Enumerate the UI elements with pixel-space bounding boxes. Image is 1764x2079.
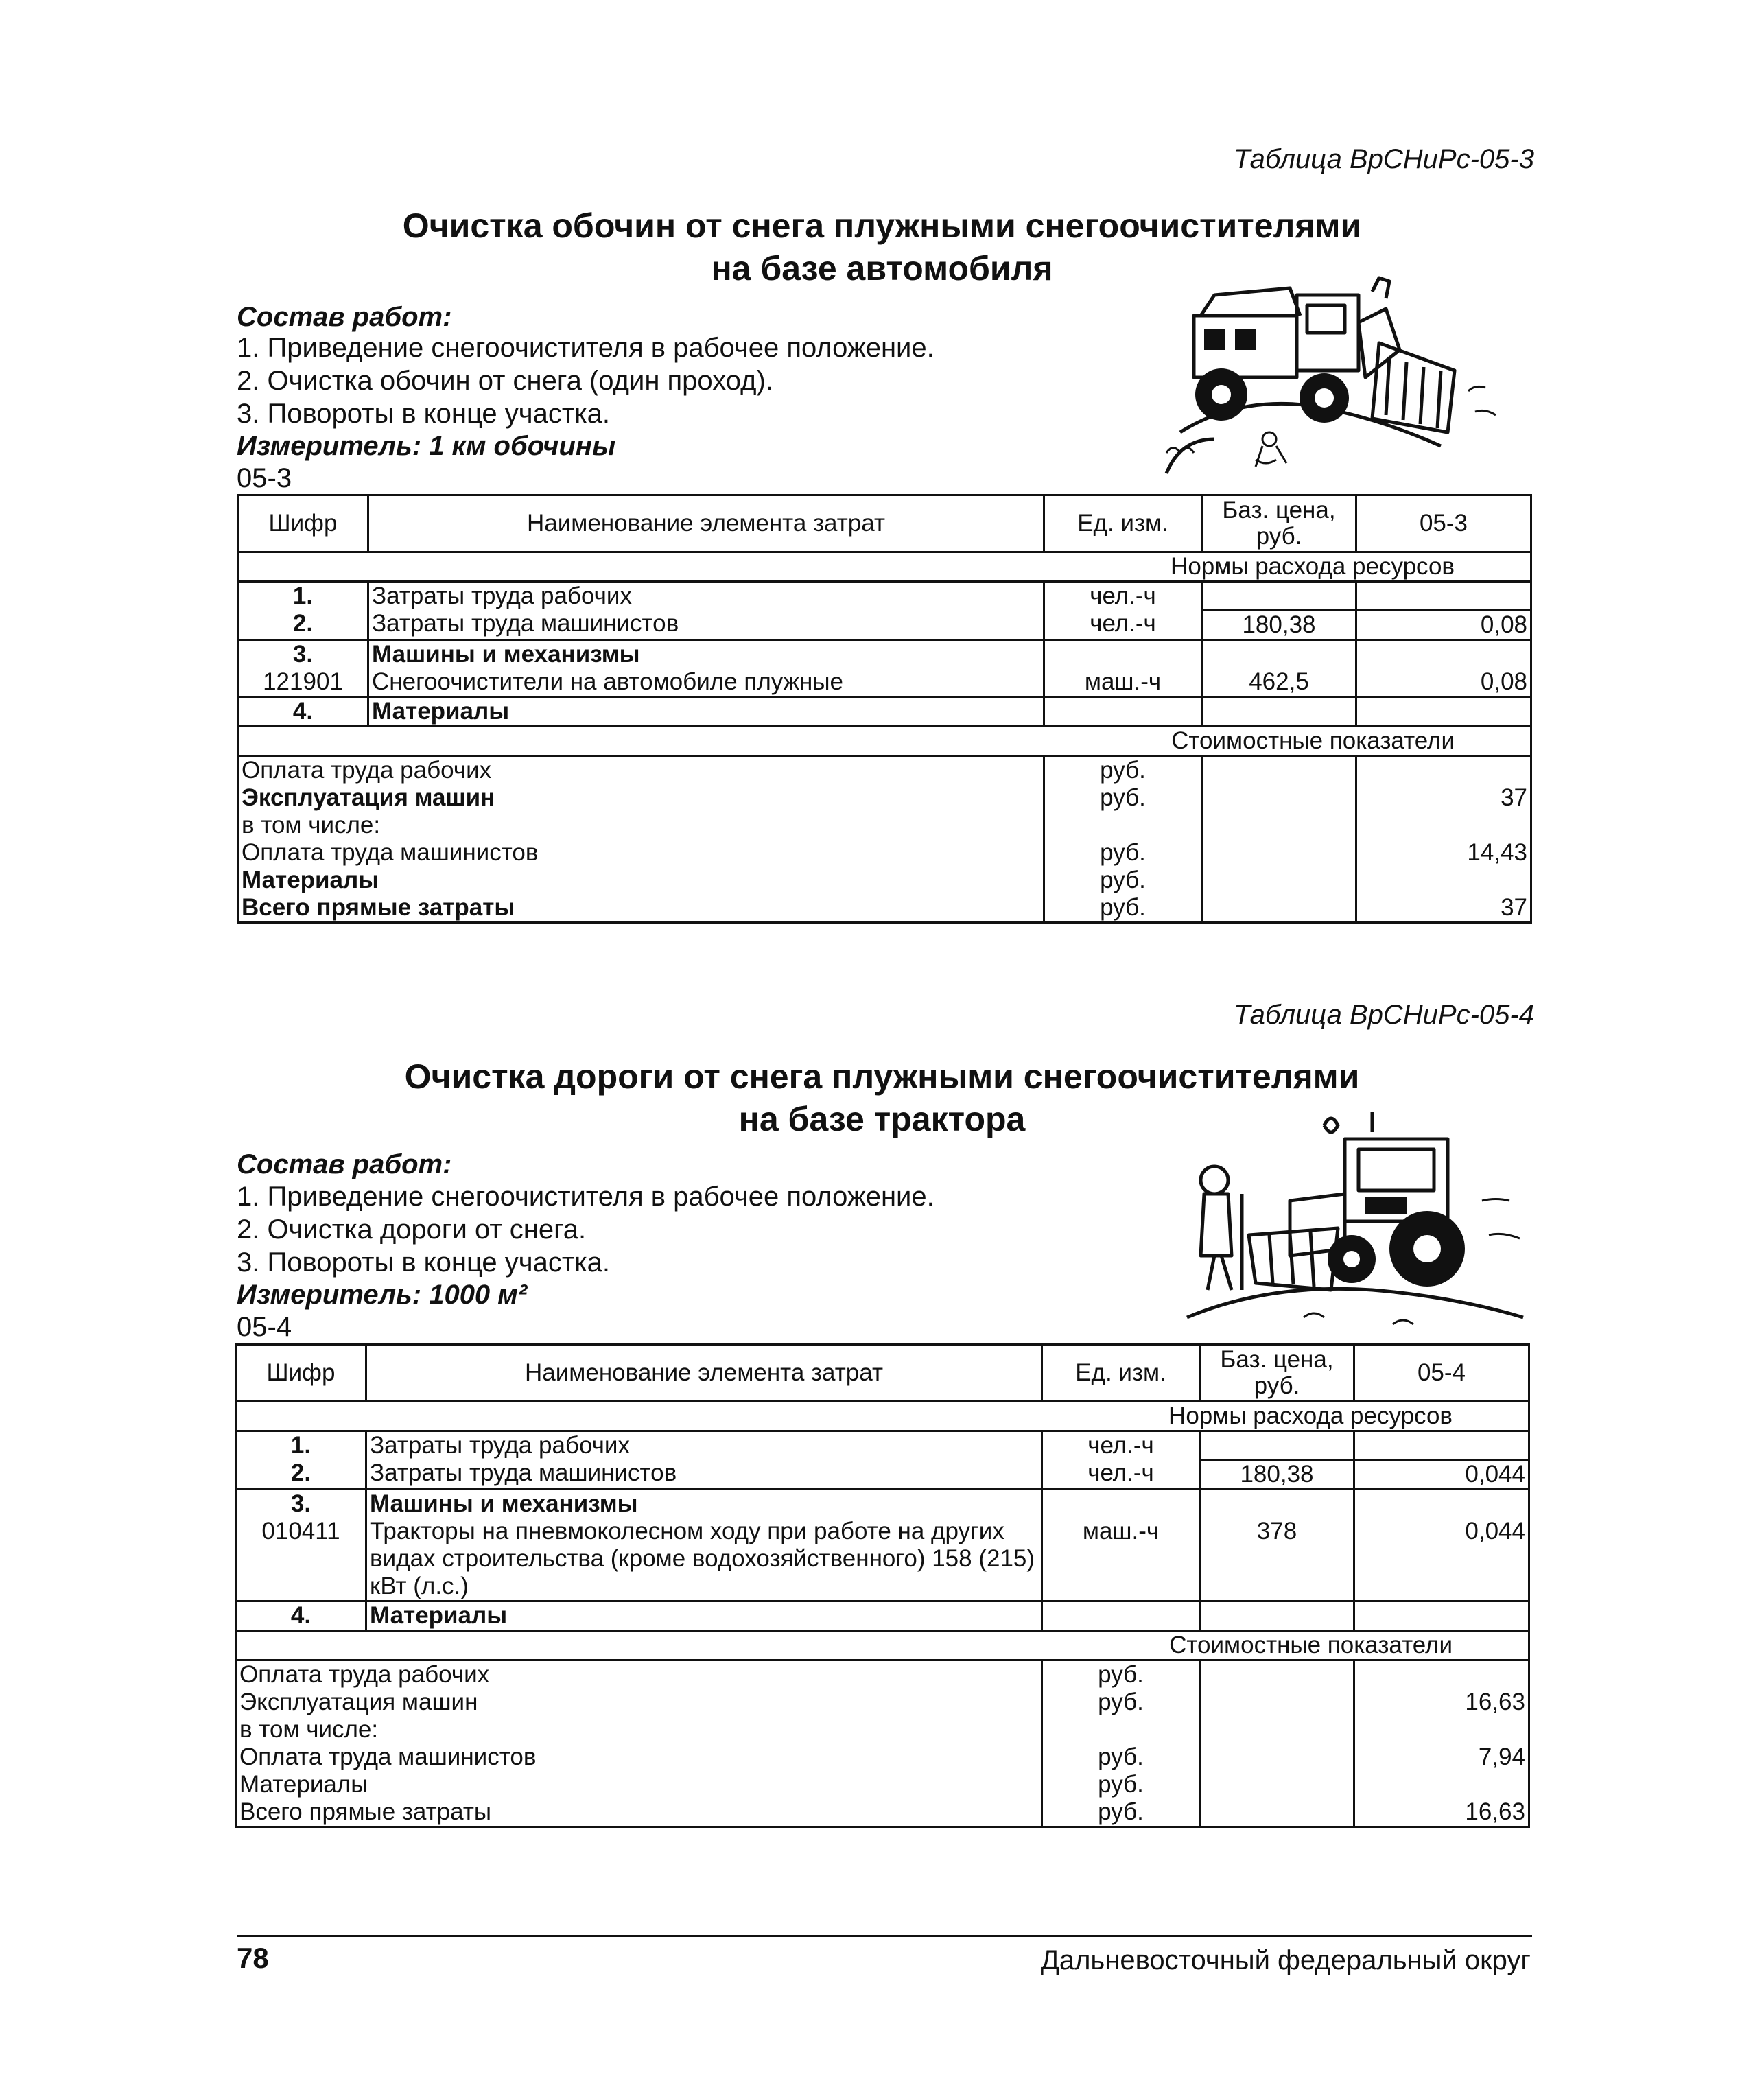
footer-divider bbox=[237, 1935, 1532, 1937]
work-item: 2. Очистка обочин от снега (один проход). bbox=[237, 366, 773, 396]
section-title: Очистка обочин от снега плужными снегоочистителями bbox=[402, 207, 1362, 245]
cost-unit: руб. bbox=[1042, 1743, 1200, 1771]
row-unit: чел.-ч bbox=[1042, 1459, 1200, 1489]
header-price: Баз. цена, руб. bbox=[1202, 495, 1356, 552]
works-heading: Состав работ: bbox=[237, 1149, 452, 1179]
cost-unit: руб. bbox=[1042, 1660, 1200, 1689]
row-name: Машины и механизмы bbox=[368, 639, 1044, 668]
snowplow-truck-illustration bbox=[1153, 268, 1509, 487]
row-price: 378 bbox=[1200, 1518, 1354, 1601]
table-row bbox=[236, 1431, 1529, 1460]
header-column-code: 05-4 bbox=[1354, 1345, 1529, 1402]
row-number: 1. bbox=[238, 582, 368, 611]
cost-unit: руб. bbox=[1044, 894, 1202, 923]
cost-name: в том числе: bbox=[236, 1716, 1042, 1743]
cost-row bbox=[236, 1660, 1529, 1689]
row-price bbox=[1202, 639, 1356, 668]
header-column-code: 05-3 bbox=[1356, 495, 1531, 552]
norms-heading: Нормы расхода ресурсов bbox=[236, 1402, 1529, 1431]
cost-name: Материалы bbox=[236, 1771, 1042, 1798]
cost-row bbox=[238, 839, 1531, 867]
header-price: Баз. цена, руб. bbox=[1200, 1345, 1354, 1402]
row-name: Материалы bbox=[366, 1601, 1042, 1630]
cost-name: в том числе: bbox=[238, 812, 1044, 839]
cost-unit: руб. bbox=[1044, 784, 1202, 812]
row-unit bbox=[1044, 696, 1202, 726]
table-row bbox=[236, 1601, 1529, 1630]
header-code: Шифр bbox=[236, 1345, 366, 1402]
table-row bbox=[238, 610, 1531, 639]
cost-row bbox=[236, 1689, 1529, 1716]
row-number: 3. bbox=[238, 639, 368, 668]
row-number: 2. bbox=[236, 1459, 366, 1489]
table-row bbox=[238, 668, 1531, 697]
row-price bbox=[1202, 582, 1356, 611]
cost-table bbox=[237, 494, 1532, 924]
header-unit: Ед. изм. bbox=[1042, 1345, 1200, 1402]
cost-table bbox=[235, 1343, 1530, 1828]
cost-row bbox=[238, 784, 1531, 812]
cost-name: Материалы bbox=[238, 867, 1044, 894]
row-name: Материалы bbox=[368, 696, 1044, 726]
cost-name: Эксплуатация машин bbox=[238, 784, 1044, 812]
cost-value: 37 bbox=[1356, 784, 1531, 812]
row-price bbox=[1200, 1489, 1354, 1518]
cost-row bbox=[236, 1798, 1529, 1827]
cost-value bbox=[1356, 755, 1531, 784]
table-row bbox=[238, 639, 1531, 668]
cost-row bbox=[236, 1743, 1529, 1771]
measure-unit: Измеритель: 1 км обочины bbox=[237, 431, 616, 461]
row-unit bbox=[1042, 1489, 1200, 1518]
cost-value bbox=[1356, 812, 1531, 839]
tractor-snowplow-illustration bbox=[1166, 1112, 1537, 1338]
row-name: Затраты труда машинистов bbox=[368, 610, 1044, 639]
cost-unit: руб. bbox=[1044, 839, 1202, 867]
row-number: 3. bbox=[236, 1489, 366, 1518]
cost-unit: руб. bbox=[1042, 1771, 1200, 1798]
row-unit: маш.-ч bbox=[1042, 1518, 1200, 1601]
cost-name: Эксплуатация машин bbox=[236, 1689, 1042, 1716]
cost-row bbox=[236, 1771, 1529, 1798]
row-unit: чел.-ч bbox=[1042, 1431, 1200, 1460]
row-unit bbox=[1044, 639, 1202, 668]
row-unit: чел.-ч bbox=[1044, 582, 1202, 611]
cost-value bbox=[1354, 1716, 1529, 1743]
row-value: 0,08 bbox=[1356, 610, 1531, 639]
row-price: 180,38 bbox=[1202, 610, 1356, 639]
cost-unit bbox=[1042, 1716, 1200, 1743]
header-name: Наименование элемента затрат bbox=[368, 495, 1044, 552]
row-value bbox=[1356, 639, 1531, 668]
row-value bbox=[1354, 1489, 1529, 1518]
row-unit: маш.-ч bbox=[1044, 668, 1202, 697]
row-name: Машины и механизмы bbox=[366, 1489, 1042, 1518]
cost-row bbox=[238, 755, 1531, 784]
cost-unit bbox=[1044, 812, 1202, 839]
cost-name: Оплата труда рабочих bbox=[238, 755, 1044, 784]
cost-value: 16,63 bbox=[1354, 1798, 1529, 1827]
footer-region: Дальневосточный федеральный округ bbox=[1040, 1945, 1531, 1975]
work-item: 3. Повороты в конце участка. bbox=[237, 1247, 610, 1278]
row-name: Тракторы на пневмоколесном ходу при работе на других видах строительства (кроме водохозяйственного) 158 (215) кВт (л.с.) bbox=[366, 1518, 1042, 1601]
cost-name: Оплата труда машинистов bbox=[236, 1743, 1042, 1771]
cost-value: 7,94 bbox=[1354, 1743, 1529, 1771]
row-price bbox=[1202, 696, 1356, 726]
table-caption: Таблица ВрСНиРс-05-4 bbox=[1234, 1000, 1534, 1030]
table-row bbox=[236, 1518, 1529, 1601]
code-label: 05-3 bbox=[237, 463, 292, 493]
table-row bbox=[238, 582, 1531, 611]
section-subtitle: на базе автомобиля bbox=[711, 249, 1053, 287]
cost-row bbox=[236, 1716, 1529, 1743]
cost-row bbox=[238, 894, 1531, 923]
row-number: 1. bbox=[236, 1431, 366, 1460]
works-heading: Состав работ: bbox=[237, 302, 452, 332]
table-row bbox=[236, 1489, 1529, 1518]
work-item: 1. Приведение снегоочистителя в рабочее положение. bbox=[237, 333, 934, 363]
norms-heading: Нормы расхода ресурсов bbox=[238, 552, 1531, 582]
row-value: 0,044 bbox=[1354, 1518, 1529, 1601]
cost-value bbox=[1354, 1660, 1529, 1689]
cost-name: Оплата труда рабочих bbox=[236, 1660, 1042, 1689]
row-name: Затраты труда рабочих bbox=[368, 582, 1044, 611]
row-unit: чел.-ч bbox=[1044, 610, 1202, 639]
row-value bbox=[1356, 582, 1531, 611]
table-row bbox=[238, 696, 1531, 726]
cost-value: 37 bbox=[1356, 894, 1531, 923]
code-label: 05-4 bbox=[237, 1312, 292, 1342]
header-code: Шифр bbox=[238, 495, 368, 552]
row-unit bbox=[1042, 1601, 1200, 1630]
row-number: 010411 bbox=[236, 1518, 366, 1601]
cost-name: Всего прямые затраты bbox=[238, 894, 1044, 923]
work-item: 1. Приведение снегоочистителя в рабочее положение. bbox=[237, 1182, 934, 1212]
row-price: 462,5 bbox=[1202, 668, 1356, 697]
row-value bbox=[1354, 1601, 1529, 1630]
cost-unit: руб. bbox=[1042, 1798, 1200, 1827]
row-name: Затраты труда рабочих bbox=[366, 1431, 1042, 1460]
cost-heading: Стоимостные показатели bbox=[236, 1630, 1529, 1660]
cost-value bbox=[1356, 867, 1531, 894]
cost-heading: Стоимостные показатели bbox=[238, 726, 1531, 755]
table-row bbox=[236, 1459, 1529, 1489]
cost-value: 14,43 bbox=[1356, 839, 1531, 867]
section-subtitle: на базе трактора bbox=[738, 1100, 1026, 1138]
cost-value: 16,63 bbox=[1354, 1689, 1529, 1716]
header-unit: Ед. изм. bbox=[1044, 495, 1202, 552]
section-title: Очистка дороги от снега плужными снегоочистителями bbox=[404, 1057, 1360, 1096]
row-value: 0,044 bbox=[1354, 1459, 1529, 1489]
row-price: 180,38 bbox=[1200, 1459, 1354, 1489]
row-value bbox=[1354, 1431, 1529, 1460]
work-item: 2. Очистка дороги от снега. bbox=[237, 1214, 587, 1245]
row-price bbox=[1200, 1601, 1354, 1630]
cost-row bbox=[238, 812, 1531, 839]
row-number: 4. bbox=[238, 696, 368, 726]
work-item: 3. Повороты в конце участка. bbox=[237, 399, 610, 429]
row-number: 121901 bbox=[238, 668, 368, 697]
measure-unit: Измеритель: 1000 м² bbox=[237, 1280, 528, 1310]
cost-name: Оплата труда машинистов bbox=[238, 839, 1044, 867]
row-number: 2. bbox=[238, 610, 368, 639]
cost-name: Всего прямые затраты bbox=[236, 1798, 1042, 1827]
cost-row bbox=[238, 867, 1531, 894]
header-name: Наименование элемента затрат bbox=[366, 1345, 1042, 1402]
table-caption: Таблица ВрСНиРс-05-3 bbox=[1234, 144, 1534, 174]
cost-unit: руб. bbox=[1044, 755, 1202, 784]
cost-unit: руб. bbox=[1044, 867, 1202, 894]
row-value bbox=[1356, 696, 1531, 726]
row-value: 0,08 bbox=[1356, 668, 1531, 697]
row-number: 4. bbox=[236, 1601, 366, 1630]
row-name: Затраты труда машинистов bbox=[366, 1459, 1042, 1489]
row-name: Снегоочистители на автомобиле плужные bbox=[368, 668, 1044, 697]
cost-unit: руб. bbox=[1042, 1689, 1200, 1716]
row-price bbox=[1200, 1431, 1354, 1460]
page-number: 78 bbox=[237, 1942, 269, 1974]
cost-value bbox=[1354, 1771, 1529, 1798]
